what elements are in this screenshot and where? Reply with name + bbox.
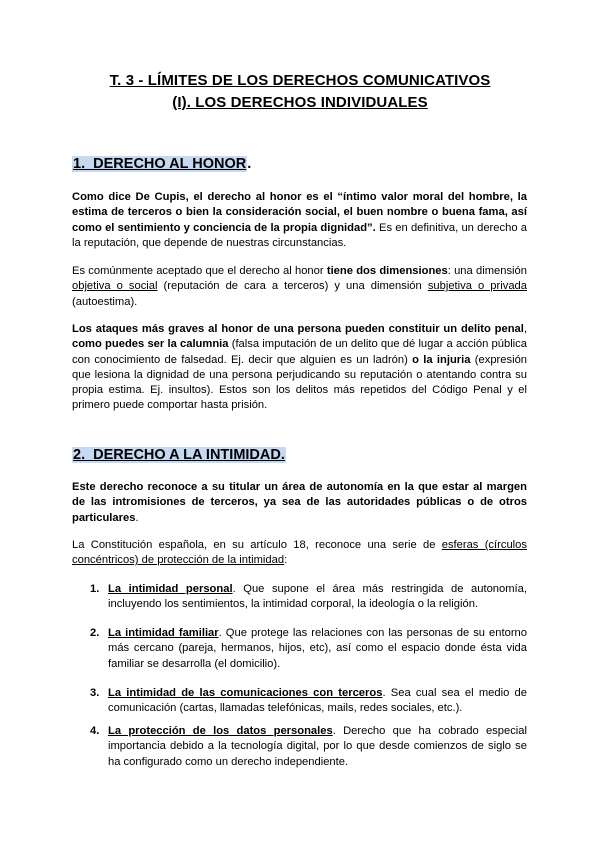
section-1-heading xyxy=(72,156,251,172)
paragraph-text: : xyxy=(284,554,288,567)
list-item-term: La protección de los datos personales xyxy=(108,725,333,737)
section-2-title: DERECHO A LA INTIMIDAD. xyxy=(93,447,285,463)
bold-term: Los ataques más graves al honor de una persona pueden constituir un delito penal xyxy=(72,323,524,335)
list-item-number: 2. xyxy=(90,627,100,639)
document-title-line-1: T. 3 - LÍMITES DE LOS DERECHOS COMUNICATIVOS xyxy=(109,72,491,89)
section-2-number: 2. xyxy=(73,447,86,463)
section-1-title-dot: . xyxy=(247,156,252,172)
paragraph-text: (expresión que lesiona la dignidad de una persona perjudicando su reputación o atentando contra su propia estima. Ej. insultos). Estos son los delitos más repetidos del Código Penal y el primero puede comportar hasta prisión. xyxy=(72,353,528,412)
paragraph-text: Es comúnmente aceptado que el derecho al honor xyxy=(72,265,327,277)
paragraph-text: . xyxy=(135,511,139,524)
section-2-heading xyxy=(72,447,286,463)
paragraph-text: La Constitución española, en su artículo 18, reconoce una serie de xyxy=(72,539,442,551)
de-cupis-quote: Como dice De Cupis, el derecho al honor es el “íntimo valor moral del hombre, la estima de terceros o bien la consideración social, el buen nombre o buena fama, así como el sentimiento y conciencia de la propia dignidad”. xyxy=(72,191,527,234)
section-2-paragraph-1 xyxy=(72,480,527,526)
list-item-term: La intimidad personal xyxy=(108,583,233,595)
bold-term: tiene dos dimensiones xyxy=(326,265,448,277)
paragraph-text: (autoestima). xyxy=(72,295,138,308)
paragraph-text: : una dimensión xyxy=(447,265,527,277)
list-item-term: La intimidad de las comunicaciones con terceros xyxy=(108,687,383,699)
section-1-paragraph-1 xyxy=(72,190,527,251)
bold-term: Este derecho reconoce a su titular un área de autonomía en la que estar al margen de las intromisiones de terceros, ya sea de las autoridades públicas o de otros particulares xyxy=(72,481,527,524)
paragraph-text: (falsa imputación de un delito que dé lugar a acción pública con conocimiento de falsedad. Ej. decir que alguien es un ladrón) xyxy=(72,338,527,366)
paragraph-text: Es en definitiva, un derecho a la reputación, que depende de nuestras circunstancias. xyxy=(72,221,528,249)
bold-term: o la injuria xyxy=(412,353,471,366)
section-1-paragraph-3 xyxy=(72,322,527,414)
list-item-term: La intimidad familiar xyxy=(108,627,219,639)
paragraph-text: , xyxy=(523,323,527,335)
list-item-number: 1. xyxy=(90,583,100,595)
document-title-line-2: (I). LOS DERECHOS INDIVIDUALES xyxy=(172,94,428,111)
list-item-number: 3. xyxy=(90,687,100,699)
section-1-title: DERECHO AL HONOR xyxy=(93,156,247,172)
list-item-text: . Que supone el área más restringida de autonomía, incluyendo los sentimientos, la intimidad corporal, la ideología o la religión. xyxy=(108,583,527,611)
section-1-paragraph-2 xyxy=(72,264,527,310)
underlined-term: esferas (círculos concéntricos) de protección de la intimidad xyxy=(72,539,527,567)
underlined-term: subjetiva o privada xyxy=(427,280,527,293)
list-item-text: . Derecho que ha cobrado especial importancia debido a la tecnología digital, por lo que desde comienzos de siglo se ha configurado como un derecho independiente. xyxy=(108,725,527,768)
section-1-number: 1. xyxy=(73,156,86,172)
bold-term: como puedes ser la calumnia xyxy=(72,338,229,351)
paragraph-text: (reputación de cara a terceros) y una dimensión xyxy=(157,280,428,293)
section-2-paragraph-2 xyxy=(72,538,527,569)
list-item-text: . Sea cual sea el medio de comunicación (cartas, llamadas telefónicas, mails, redes sociales, etc.). xyxy=(108,687,527,715)
list-item-text: . Que protege las relaciones con las personas de su entorno más cercano (pareja, hermanos, hijos, etc), así como el espacio donde ésta vida familiar se desarrolla (el domicilio). xyxy=(108,627,527,670)
list-item-number: 4. xyxy=(90,725,100,737)
underlined-term: objetiva o social xyxy=(72,280,158,293)
